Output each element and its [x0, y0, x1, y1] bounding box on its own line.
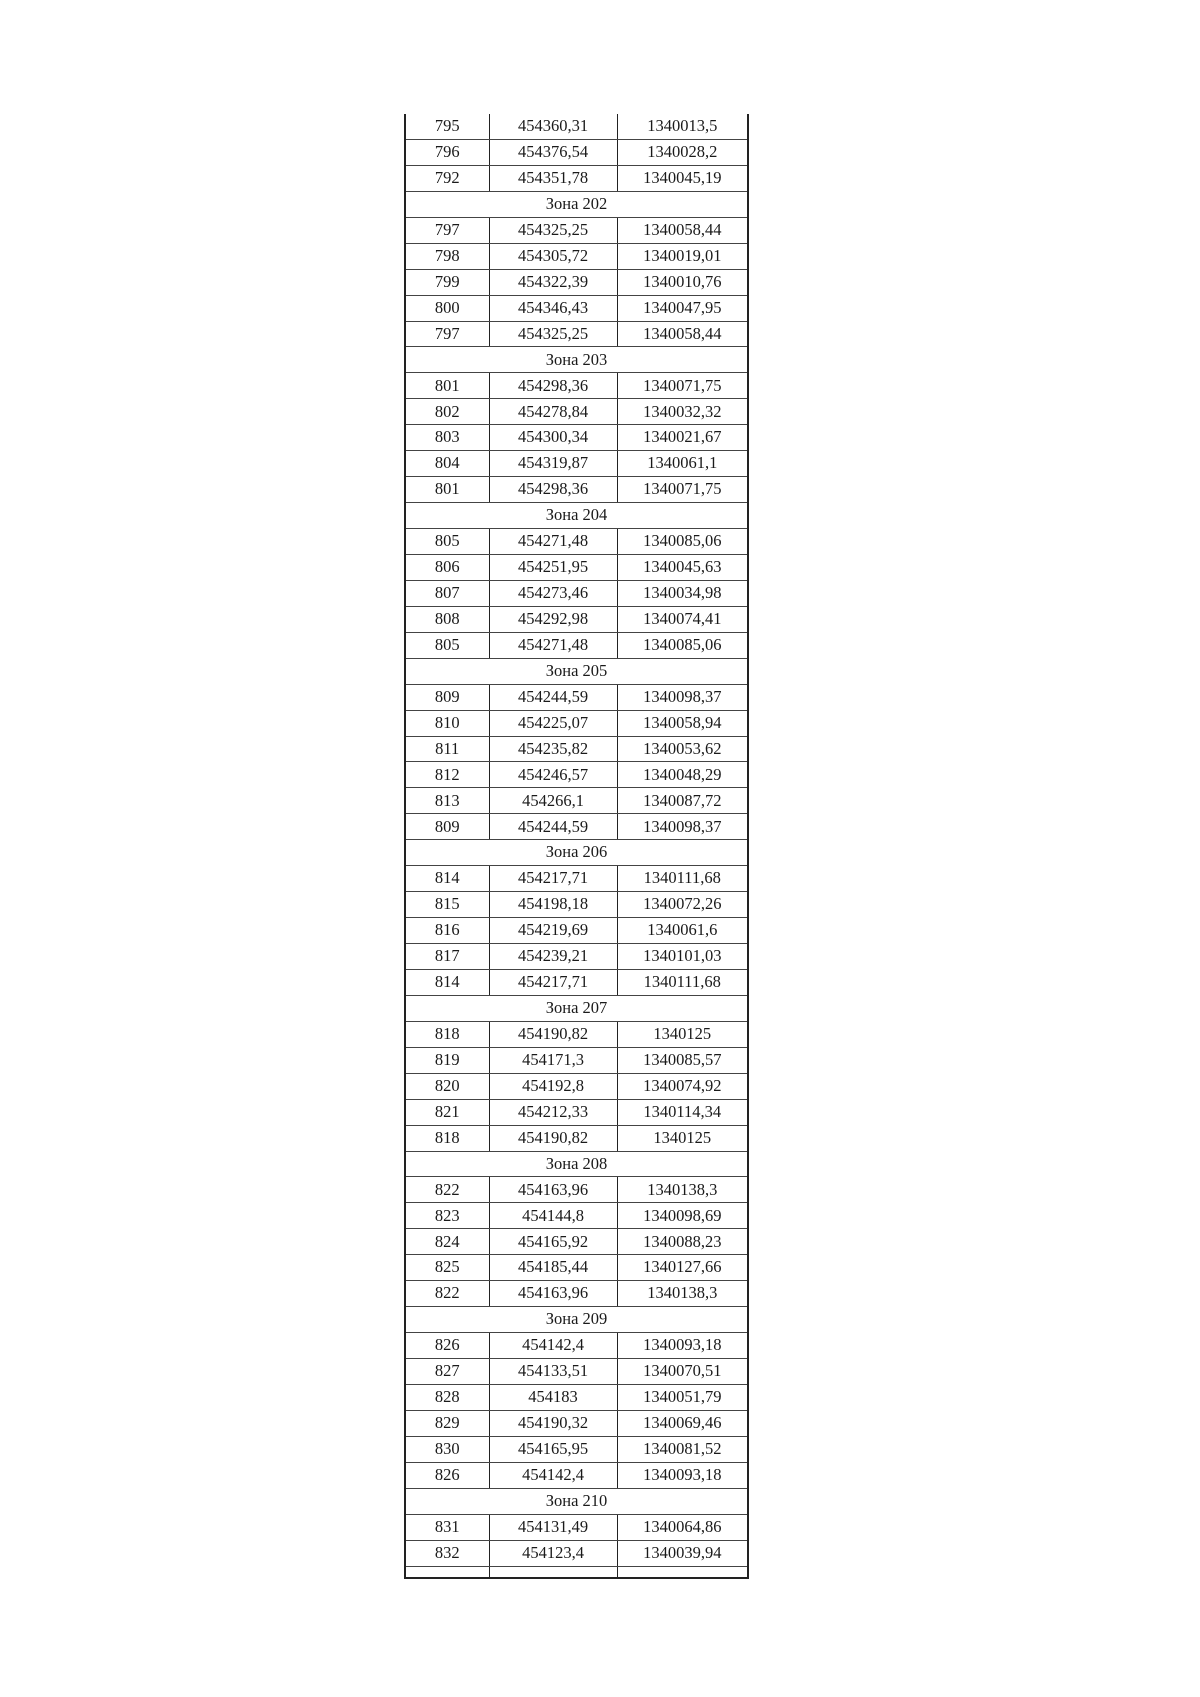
y-coordinate-cell: 1340127,66 [617, 1255, 748, 1281]
table-row [405, 1333, 748, 1359]
zone-header-row [405, 658, 748, 684]
point-number-cell: 812 [405, 762, 489, 788]
point-number-cell: 826 [405, 1462, 489, 1488]
point-number-cell: 824 [405, 1229, 489, 1255]
zone-header-row [405, 503, 748, 529]
x-coordinate-cell: 454278,84 [489, 399, 617, 425]
y-coordinate-cell: 1340045,19 [617, 165, 748, 191]
point-number-cell: 807 [405, 580, 489, 606]
table-row [405, 451, 748, 477]
table-row [405, 243, 748, 269]
point-number-cell: 806 [405, 554, 489, 580]
table-row [405, 632, 748, 658]
table-row [405, 736, 748, 762]
point-number-cell: 826 [405, 1333, 489, 1359]
x-coordinate-cell: 454217,71 [489, 866, 617, 892]
point-number-cell: 809 [405, 684, 489, 710]
x-coordinate-cell: 454322,39 [489, 269, 617, 295]
y-coordinate-cell: 1340032,32 [617, 399, 748, 425]
x-coordinate-cell: 454183 [489, 1384, 617, 1410]
y-coordinate-cell: 1340074,92 [617, 1073, 748, 1099]
x-coordinate-cell: 454219,69 [489, 918, 617, 944]
y-coordinate-cell: 1340093,18 [617, 1462, 748, 1488]
table-row [405, 321, 748, 347]
y-coordinate-cell: 1340125 [617, 1021, 748, 1047]
table-row [405, 165, 748, 191]
y-coordinate-cell: 1340125 [617, 1125, 748, 1151]
x-coordinate-cell: 454325,25 [489, 217, 617, 243]
table-row [405, 1047, 748, 1073]
x-coordinate-cell: 454235,82 [489, 736, 617, 762]
x-coordinate-cell: 454319,87 [489, 451, 617, 477]
x-coordinate-cell: 454298,36 [489, 477, 617, 503]
y-coordinate-cell: 1340047,95 [617, 295, 748, 321]
y-coordinate-cell: 1340061,6 [617, 918, 748, 944]
y-coordinate-cell: 1340010,76 [617, 269, 748, 295]
x-coordinate-cell: 454244,59 [489, 814, 617, 840]
point-number-cell: 801 [405, 477, 489, 503]
x-coordinate-cell: 454292,98 [489, 606, 617, 632]
x-coordinate-cell: 454165,95 [489, 1436, 617, 1462]
zone-label: Зона 209 [405, 1307, 748, 1333]
x-coordinate-cell: 454142,4 [489, 1333, 617, 1359]
point-number-cell: 799 [405, 269, 489, 295]
table-row [405, 554, 748, 580]
x-coordinate-cell: 454251,95 [489, 554, 617, 580]
table-row [405, 606, 748, 632]
y-coordinate-cell: 1340064,86 [617, 1514, 748, 1540]
y-coordinate-cell: 1340058,94 [617, 710, 748, 736]
y-coordinate-cell: 1340114,34 [617, 1099, 748, 1125]
zone-header-row [405, 1151, 748, 1177]
table-row [405, 1073, 748, 1099]
point-number-cell: 796 [405, 139, 489, 165]
y-coordinate-cell: 1340085,57 [617, 1047, 748, 1073]
x-coordinate-cell: 454271,48 [489, 529, 617, 555]
y-coordinate-cell: 1340101,03 [617, 944, 748, 970]
table-row [405, 1125, 748, 1151]
y-coordinate-cell: 1340138,3 [617, 1177, 748, 1203]
x-coordinate-cell: 454142,4 [489, 1462, 617, 1488]
x-coordinate-cell: 454185,44 [489, 1255, 617, 1281]
table-row [405, 1021, 748, 1047]
table-row [405, 529, 748, 555]
y-coordinate-cell: 1340069,46 [617, 1410, 748, 1436]
empty-cell [617, 1566, 748, 1578]
y-coordinate-cell: 1340098,37 [617, 684, 748, 710]
point-number-cell: 805 [405, 632, 489, 658]
table-row [405, 1177, 748, 1203]
y-coordinate-cell: 1340013,5 [617, 114, 748, 139]
table-row [405, 1514, 748, 1540]
y-coordinate-cell: 1340019,01 [617, 243, 748, 269]
zone-label: Зона 210 [405, 1488, 748, 1514]
y-coordinate-cell: 1340058,44 [617, 217, 748, 243]
zone-label: Зона 206 [405, 840, 748, 866]
point-number-cell: 810 [405, 710, 489, 736]
y-coordinate-cell: 1340034,98 [617, 580, 748, 606]
point-number-cell: 830 [405, 1436, 489, 1462]
point-number-cell: 798 [405, 243, 489, 269]
table-row [405, 684, 748, 710]
y-coordinate-cell: 1340098,69 [617, 1203, 748, 1229]
point-number-cell: 817 [405, 944, 489, 970]
y-coordinate-cell: 1340138,3 [617, 1281, 748, 1307]
y-coordinate-cell: 1340021,67 [617, 425, 748, 451]
table-row [405, 295, 748, 321]
table-row [405, 892, 748, 918]
point-number-cell: 819 [405, 1047, 489, 1073]
point-number-cell: 804 [405, 451, 489, 477]
zone-header-row [405, 347, 748, 373]
point-number-cell: 822 [405, 1177, 489, 1203]
table-row [405, 373, 748, 399]
table-row [405, 1462, 748, 1488]
point-number-cell: 816 [405, 918, 489, 944]
x-coordinate-cell: 454171,3 [489, 1047, 617, 1073]
table-row [405, 580, 748, 606]
coordinates-table [404, 114, 749, 1579]
y-coordinate-cell: 1340085,06 [617, 632, 748, 658]
point-number-cell: 805 [405, 529, 489, 555]
x-coordinate-cell: 454144,8 [489, 1203, 617, 1229]
y-coordinate-cell: 1340111,68 [617, 969, 748, 995]
table-row [405, 1203, 748, 1229]
x-coordinate-cell: 454190,82 [489, 1021, 617, 1047]
x-coordinate-cell: 454131,49 [489, 1514, 617, 1540]
y-coordinate-cell: 1340058,44 [617, 321, 748, 347]
table-row [405, 866, 748, 892]
point-number-cell: 823 [405, 1203, 489, 1229]
coordinates-table-body [405, 114, 748, 1578]
point-number-cell: 821 [405, 1099, 489, 1125]
y-coordinate-cell: 1340048,29 [617, 762, 748, 788]
x-coordinate-cell: 454266,1 [489, 788, 617, 814]
x-coordinate-cell: 454217,71 [489, 969, 617, 995]
point-number-cell: 792 [405, 165, 489, 191]
point-number-cell: 832 [405, 1540, 489, 1566]
x-coordinate-cell: 454360,31 [489, 114, 617, 139]
point-number-cell: 820 [405, 1073, 489, 1099]
x-coordinate-cell: 454351,78 [489, 165, 617, 191]
table-row [405, 139, 748, 165]
y-coordinate-cell: 1340051,79 [617, 1384, 748, 1410]
point-number-cell: 803 [405, 425, 489, 451]
zone-label: Зона 207 [405, 995, 748, 1021]
point-number-cell: 800 [405, 295, 489, 321]
x-coordinate-cell: 454346,43 [489, 295, 617, 321]
y-coordinate-cell: 1340098,37 [617, 814, 748, 840]
table-row [405, 1359, 748, 1385]
y-coordinate-cell: 1340074,41 [617, 606, 748, 632]
zone-header-row [405, 995, 748, 1021]
y-coordinate-cell: 1340087,72 [617, 788, 748, 814]
zone-header-row [405, 1307, 748, 1333]
y-coordinate-cell: 1340072,26 [617, 892, 748, 918]
x-coordinate-cell: 454300,34 [489, 425, 617, 451]
table-row [405, 1436, 748, 1462]
table-row [405, 269, 748, 295]
point-number-cell: 801 [405, 373, 489, 399]
y-coordinate-cell: 1340088,23 [617, 1229, 748, 1255]
y-coordinate-cell: 1340081,52 [617, 1436, 748, 1462]
y-coordinate-cell: 1340061,1 [617, 451, 748, 477]
zone-label: Зона 203 [405, 347, 748, 373]
zone-header-row [405, 191, 748, 217]
y-coordinate-cell: 1340045,63 [617, 554, 748, 580]
x-coordinate-cell: 454198,18 [489, 892, 617, 918]
x-coordinate-cell: 454376,54 [489, 139, 617, 165]
point-number-cell: 831 [405, 1514, 489, 1540]
y-coordinate-cell: 1340053,62 [617, 736, 748, 762]
x-coordinate-cell: 454123,4 [489, 1540, 617, 1566]
zone-label: Зона 202 [405, 191, 748, 217]
y-coordinate-cell: 1340093,18 [617, 1333, 748, 1359]
x-coordinate-cell: 454133,51 [489, 1359, 617, 1385]
table-row [405, 1281, 748, 1307]
x-coordinate-cell: 454190,32 [489, 1410, 617, 1436]
point-number-cell: 808 [405, 606, 489, 632]
x-coordinate-cell: 454239,21 [489, 944, 617, 970]
x-coordinate-cell: 454325,25 [489, 321, 617, 347]
point-number-cell: 818 [405, 1125, 489, 1151]
x-coordinate-cell: 454163,96 [489, 1281, 617, 1307]
table-row [405, 425, 748, 451]
table-row [405, 1255, 748, 1281]
table-row [405, 477, 748, 503]
table-row [405, 1099, 748, 1125]
table-row [405, 814, 748, 840]
x-coordinate-cell: 454305,72 [489, 243, 617, 269]
table-row [405, 710, 748, 736]
empty-cell [405, 1566, 489, 1578]
table-row [405, 1410, 748, 1436]
point-number-cell: 797 [405, 217, 489, 243]
point-number-cell: 818 [405, 1021, 489, 1047]
y-coordinate-cell: 1340071,75 [617, 477, 748, 503]
y-coordinate-cell: 1340070,51 [617, 1359, 748, 1385]
table-row [405, 788, 748, 814]
point-number-cell: 802 [405, 399, 489, 425]
y-coordinate-cell: 1340111,68 [617, 866, 748, 892]
table-row [405, 1540, 748, 1566]
x-coordinate-cell: 454190,82 [489, 1125, 617, 1151]
zone-label: Зона 204 [405, 503, 748, 529]
zone-label: Зона 208 [405, 1151, 748, 1177]
x-coordinate-cell: 454246,57 [489, 762, 617, 788]
point-number-cell: 825 [405, 1255, 489, 1281]
point-number-cell: 811 [405, 736, 489, 762]
point-number-cell: 814 [405, 866, 489, 892]
x-coordinate-cell: 454163,96 [489, 1177, 617, 1203]
x-coordinate-cell: 454244,59 [489, 684, 617, 710]
point-number-cell: 815 [405, 892, 489, 918]
table-row [405, 1384, 748, 1410]
table-row [405, 918, 748, 944]
y-coordinate-cell: 1340085,06 [617, 529, 748, 555]
x-coordinate-cell: 454273,46 [489, 580, 617, 606]
table-row [405, 944, 748, 970]
table-row [405, 399, 748, 425]
table-row [405, 217, 748, 243]
point-number-cell: 813 [405, 788, 489, 814]
x-coordinate-cell: 454271,48 [489, 632, 617, 658]
y-coordinate-cell: 1340028,2 [617, 139, 748, 165]
y-coordinate-cell: 1340071,75 [617, 373, 748, 399]
x-coordinate-cell: 454212,33 [489, 1099, 617, 1125]
zone-label: Зона 205 [405, 658, 748, 684]
point-number-cell: 822 [405, 1281, 489, 1307]
point-number-cell: 829 [405, 1410, 489, 1436]
x-coordinate-cell: 454192,8 [489, 1073, 617, 1099]
point-number-cell: 828 [405, 1384, 489, 1410]
y-coordinate-cell: 1340039,94 [617, 1540, 748, 1566]
empty-cell [489, 1566, 617, 1578]
table-row [405, 114, 748, 139]
zone-header-row [405, 1488, 748, 1514]
table-row [405, 1229, 748, 1255]
x-coordinate-cell: 454165,92 [489, 1229, 617, 1255]
table-row [405, 969, 748, 995]
point-number-cell: 795 [405, 114, 489, 139]
x-coordinate-cell: 454225,07 [489, 710, 617, 736]
zone-header-row [405, 840, 748, 866]
point-number-cell: 827 [405, 1359, 489, 1385]
point-number-cell: 814 [405, 969, 489, 995]
table-row-cutoff [405, 1566, 748, 1578]
table-row [405, 762, 748, 788]
x-coordinate-cell: 454298,36 [489, 373, 617, 399]
point-number-cell: 797 [405, 321, 489, 347]
point-number-cell: 809 [405, 814, 489, 840]
